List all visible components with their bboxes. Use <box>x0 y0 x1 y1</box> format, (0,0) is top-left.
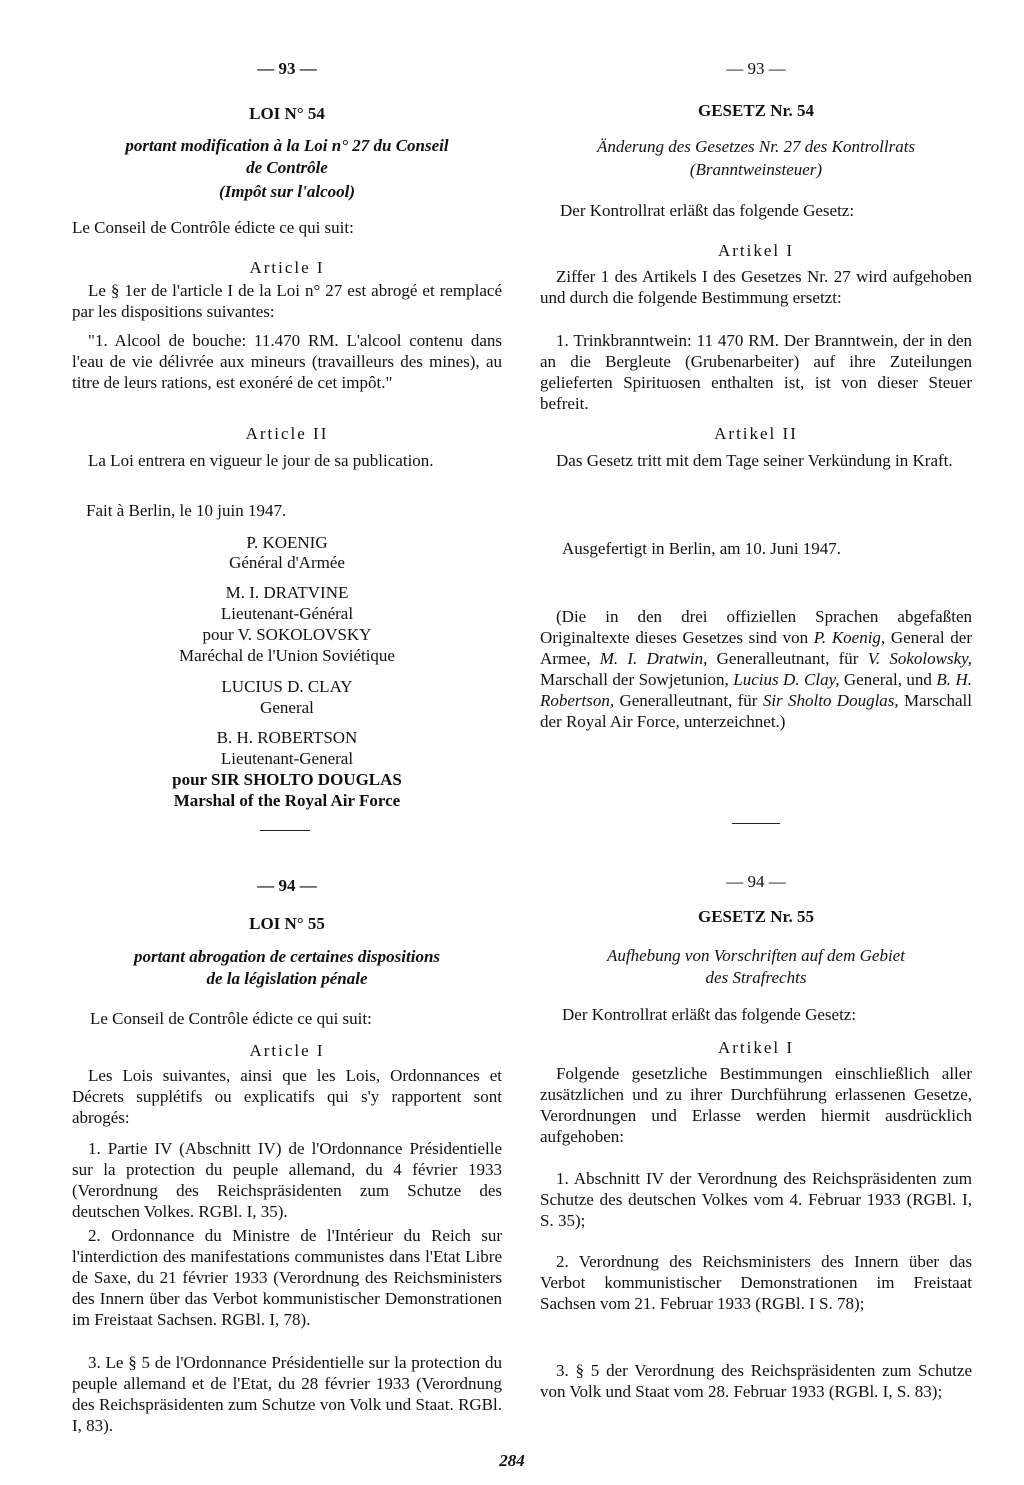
section-divider <box>260 830 310 831</box>
law-subtitle-line3: (Impôt sur l'alcool) <box>218 182 355 201</box>
law-subtitle-line2: de Contrôle <box>246 158 328 177</box>
signatory-name: M. I. DRATVINE <box>225 583 349 602</box>
signatory-title: General <box>260 698 314 717</box>
page-number-94-fr: — 94 — <box>257 876 317 895</box>
list-item: 2. Ordonnance du Ministre de l'Intérieur du Reich sur l'interdiction des manifestations communistes dans l'Etat Libre de Saxe, du 21 février 1933 (Verordnung des Reichsministers des Innern über das Verbot kommunistischer Demonstrationen im Freistaat Sachsen. RGBl. I, 78). <box>72 1226 502 1329</box>
law-title-55-de: GESETZ Nr. 55 <box>697 907 815 926</box>
article-paragraph: Les Lois suivantes, ainsi que les Lois, Ordonnances et Décrets supplétifs ou explicatifs qui s'y rapportent sont abrogés: <box>72 1066 502 1127</box>
law-title-54-de: GESETZ Nr. 54 <box>697 101 815 120</box>
article-heading: Article I <box>249 1041 325 1060</box>
signatory-name: LUCIUS D. CLAY <box>221 677 353 696</box>
signatory-title: Marshal of the Royal Air Force <box>173 791 401 810</box>
law-subtitle-line1: portant abrogation de certaines dispositions <box>133 947 441 966</box>
law-subtitle-line2: des Strafrechts <box>705 968 807 987</box>
signatory-for: pour SIR SHOLTO DOUGLAS <box>172 770 402 789</box>
article-paragraph: "1. Alcool de bouche: 11.470 RM. L'alcool contenu dans l'eau de vie délivrée aux mineurs (travailleurs des mines), au titre de leurs rations, est exonéré de cet impôt." <box>72 331 502 392</box>
law-subtitle-line1: Aufhebung von Vorschriften auf dem Gebiet <box>607 946 905 965</box>
signatory-title: Lieutenant-Général <box>220 604 354 623</box>
signatory-title: Général d'Armée <box>229 553 345 572</box>
law-subtitle-line2: de la législation pénale <box>206 969 368 988</box>
list-item: 1. Partie IV (Abschnitt IV) de l'Ordonnance Présidentielle sur la protection du peuple allemand, du 4 février 1933 (Verordnung des Reichspräsidenten zum Schutze des deutschen Volkes. RGBl. I, 35). <box>72 1139 502 1221</box>
page-number-94-de: — 94 — <box>726 872 786 891</box>
law-title-54-fr: LOI N° 54 <box>249 104 325 123</box>
law-subtitle-line1: portant modification à la Loi n° 27 du Conseil <box>125 136 449 155</box>
article-heading: Artikel II <box>714 424 798 443</box>
law-subtitle-line1: Änderung des Gesetzes Nr. 27 des Kontrollrats <box>596 137 916 156</box>
footer-page-number: 284 <box>499 1451 525 1470</box>
intro-text: Der Kontrollrat erläßt das folgende Gesetz: <box>560 201 855 220</box>
intro-text: Le Conseil de Contrôle édicte ce qui suit: <box>72 218 354 237</box>
signatories-note: (Die in den drei offiziellen Sprachen abgefaßten Originaltexte dieses Gesetzes sind von P. Koenig, General der Armee, M. I. Dratwin, Generalleutnant, für V. Sokolowsky, Marschall der Sowjetunion, Lucius D. Clay, General, und B. H. Robertson, Generalleutnant, für Sir Sholto Douglas, Marschall der Royal Air Force, unterzeichnet.) <box>540 607 972 731</box>
page-number-93-de: — 93 — <box>726 59 786 78</box>
list-item: 3. Le § 5 de l'Ordonnance Présidentielle sur la protection du peuple allemand et de l'Etat, du 28 février 1933 (Verordnung des Reichspräsidenten zum Schutze von Volk und Staat. RGBl. I, 83). <box>72 1353 502 1435</box>
section-divider <box>732 823 780 824</box>
article-paragraph: Le § 1er de l'article I de la Loi n° 27 est abrogé et remplacé par les dispositions suivantes: <box>72 281 502 321</box>
law-title-55-fr: LOI N° 55 <box>249 914 325 933</box>
intro-text: Le Conseil de Contrôle édicte ce qui suit: <box>90 1009 372 1028</box>
done-at-line: Ausgefertigt in Berlin, am 10. Juni 1947. <box>562 539 842 558</box>
list-item: 3. § 5 der Verordnung des Reichspräsidenten zum Schutze von Volk und Staat vom 28. Februar 1933 (RGBl. I, S. 83); <box>540 1361 972 1401</box>
signatory-title: Lieutenant-General <box>220 749 354 768</box>
article-heading: Article I <box>249 258 325 277</box>
article-paragraph: La Loi entrera en vigueur le jour de sa publication. <box>88 451 434 470</box>
article-paragraph: Folgende gesetzliche Bestimmungen einschließlich aller zusätzlichen und zu ihrer Durchführung erlassenen Gesetze, Verordnungen und Erlasse werden hiermit ausdrücklich aufgehoben: <box>540 1064 972 1146</box>
article-paragraph: Das Gesetz tritt mit dem Tage seiner Verkündung in Kraft. <box>556 451 953 470</box>
law-subtitle-line2: (Branntweinsteuer) <box>689 160 823 179</box>
list-item: 2. Verordnung des Reichsministers des Innern über das Verbot kommunistischer Demonstrationen im Freistaat Sachsen vom 21. Februar 1933 (RGBl. I S. 78); <box>540 1252 972 1313</box>
done-at-line: Fait à Berlin, le 10 juin 1947. <box>86 501 287 520</box>
signatory-title: Maréchal de l'Union Soviétique <box>179 646 395 665</box>
article-heading: Artikel I <box>717 241 795 260</box>
signatory-name: B. H. ROBERTSON <box>216 728 358 747</box>
article-heading: Article II <box>245 424 329 443</box>
article-paragraph: 1. Trinkbranntwein: 11 470 RM. Der Branntwein, der in den an die Bergleute (Grubenarbeiter) auf ihre Zuteilungen gelieferten Spirituosen enthalten ist, ist von dieser Steuer befreit. <box>540 331 972 413</box>
article-paragraph: Ziffer 1 des Artikels I des Gesetzes Nr. 27 wird aufgehoben und durch die folgende Bestimmung ersetzt: <box>540 267 972 307</box>
signatory-for: pour V. SOKOLOVSKY <box>202 625 372 644</box>
page-number-93-fr: — 93 — <box>257 59 317 78</box>
signatory-name: P. KOENIG <box>246 533 328 552</box>
intro-text: Der Kontrollrat erläßt das folgende Gesetz: <box>562 1005 857 1024</box>
list-item: 1. Abschnitt IV der Verordnung des Reichspräsidenten zum Schutze des deutschen Volkes vom 4. Februar 1933 (RGBl. I, S. 35); <box>540 1169 972 1230</box>
article-heading: Artikel I <box>717 1038 795 1057</box>
